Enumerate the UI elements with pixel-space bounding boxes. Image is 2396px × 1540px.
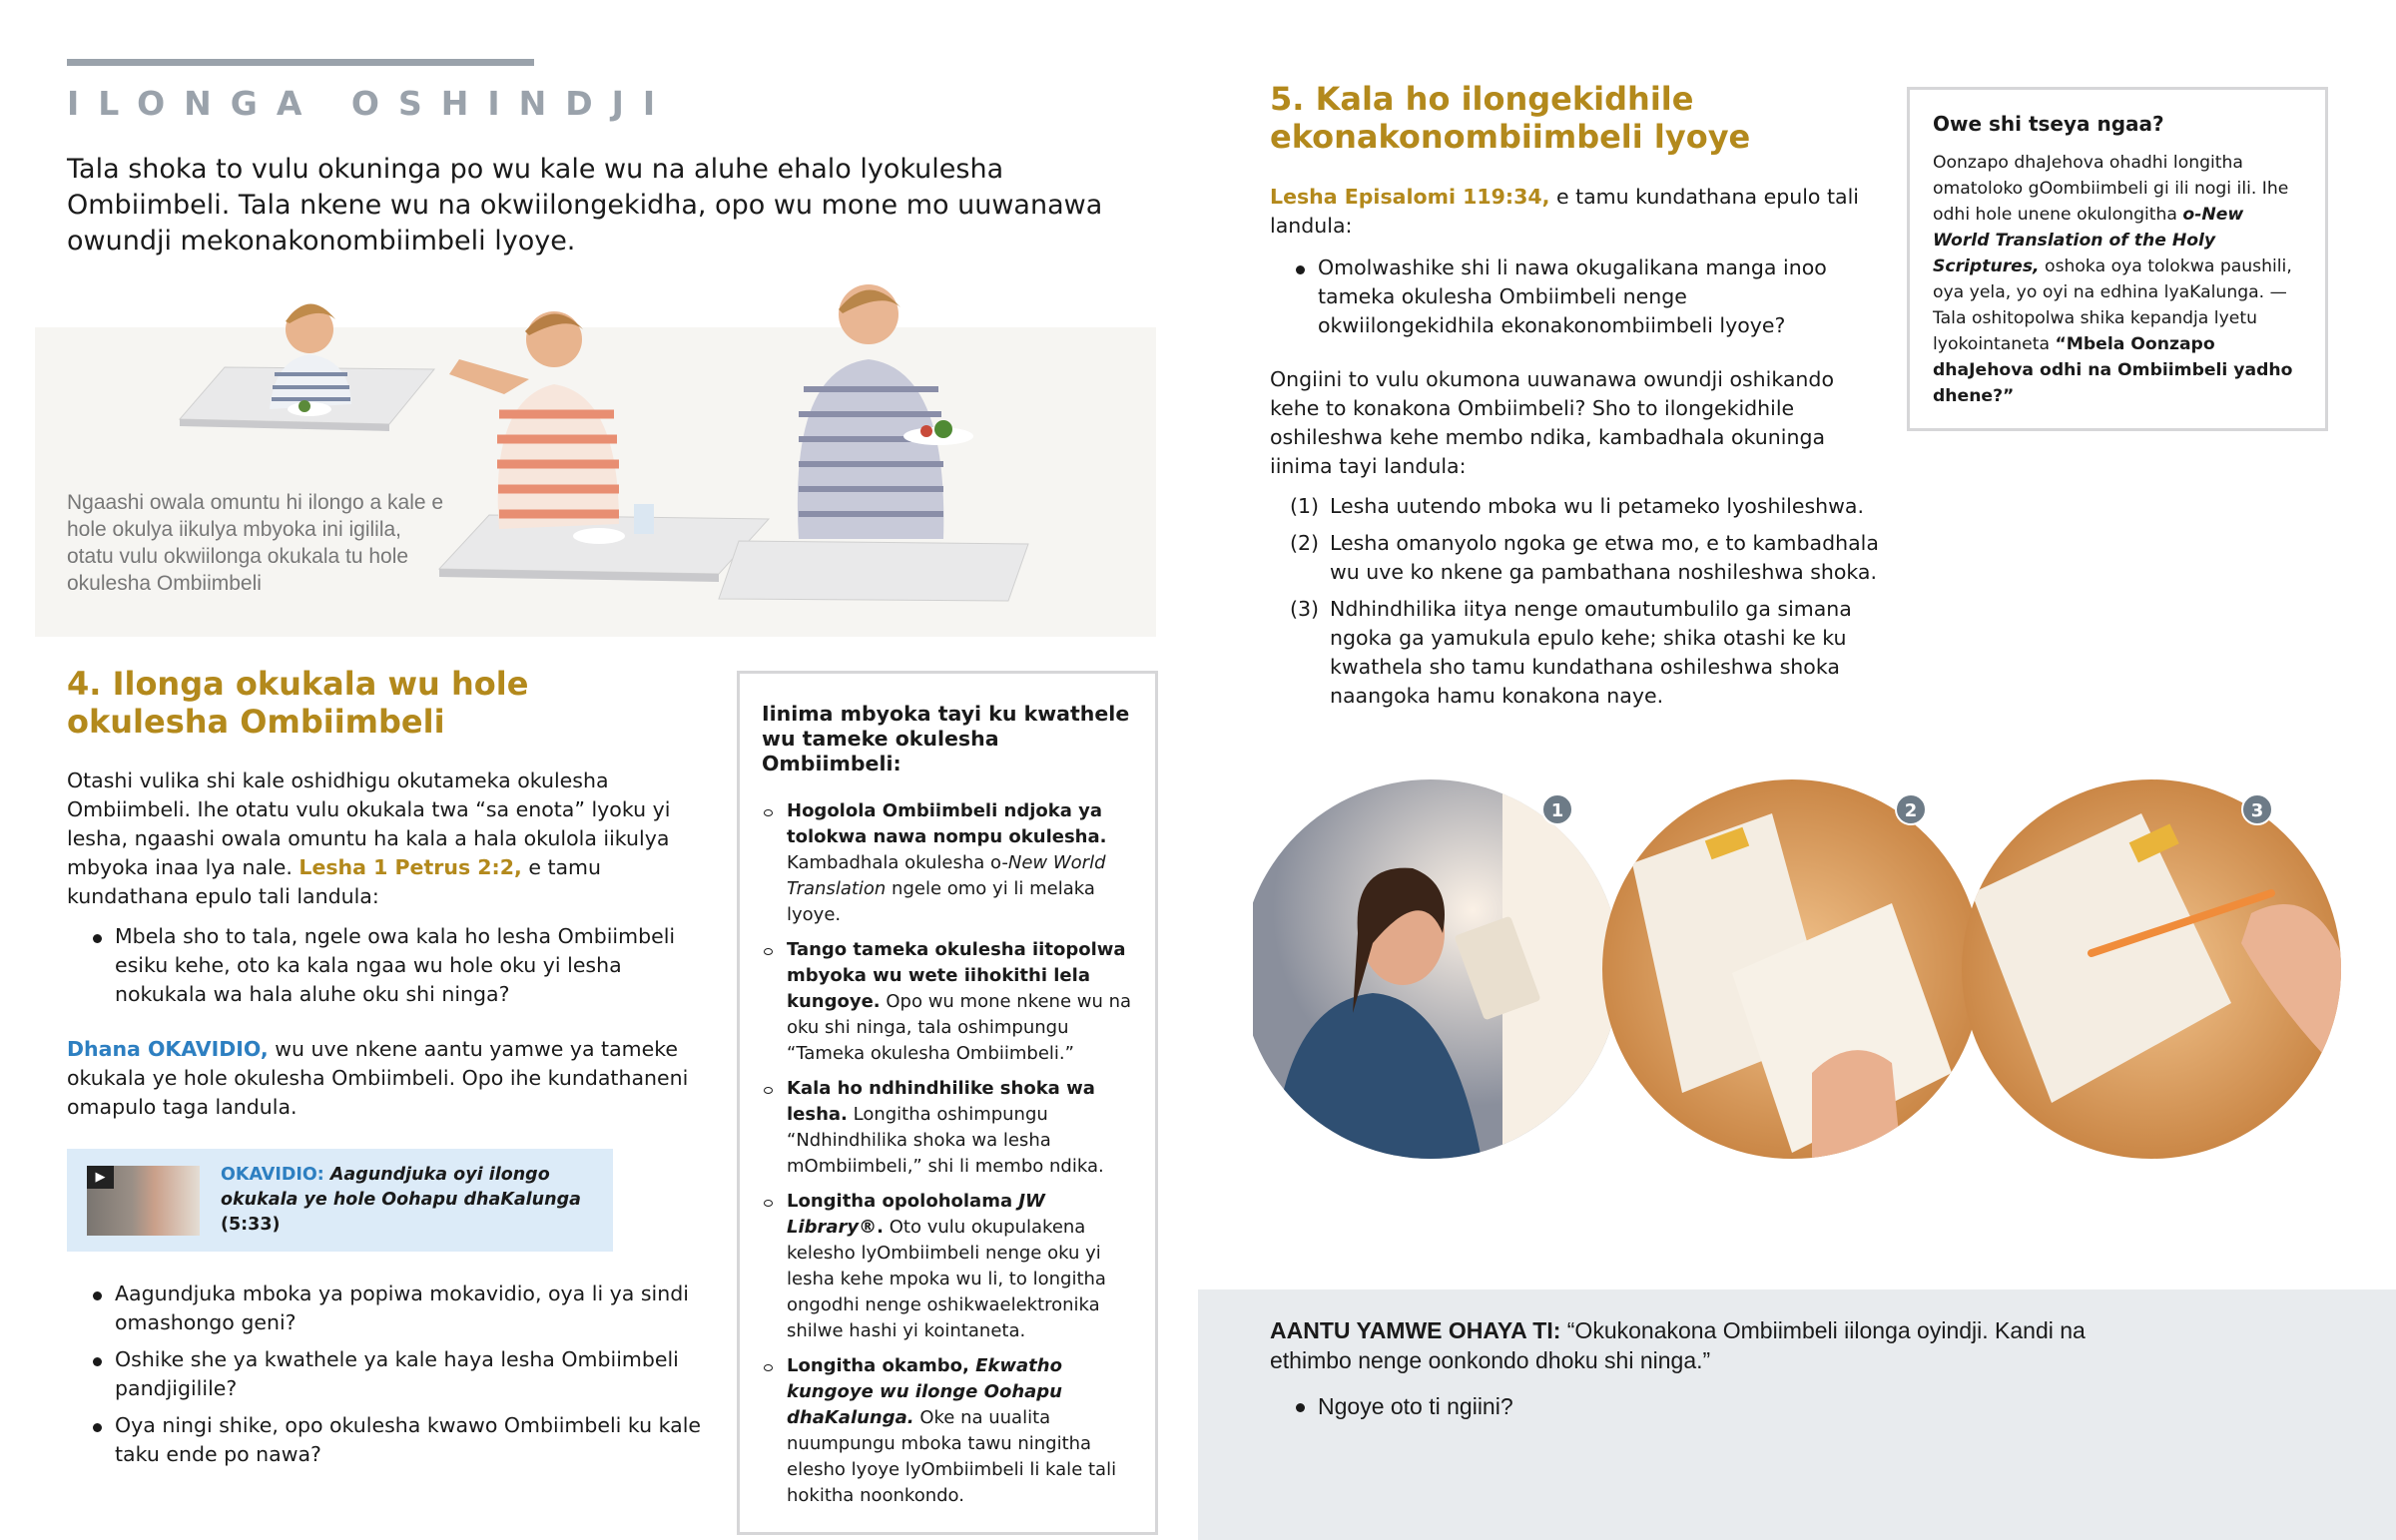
video-label: OKAVIDIO: (221, 1165, 324, 1185)
section-5-paragraph (1270, 183, 1869, 241)
step-badge: 1 (1541, 793, 1573, 825)
step-badge: 2 (1895, 793, 1927, 825)
discussion-question: Mbela sho to tala, ngele owa kala ho lesha Ombiimbeli esiku kehe, oto ka kala ngaa wu hole oku yi lesha nokukala wa hala aluhe oku shi ninga? (67, 922, 696, 1009)
tip-item (762, 1353, 1135, 1509)
sidebar-text (1933, 150, 2305, 409)
step-text: Lesha omanyolo ngoka ge etwa mo, e to kambadhala wu uve ko nkene ga pambathana noshileshwa shoka. (1330, 531, 1879, 584)
sidebar-article-link[interactable]: “Mbela Oonzapo dhaJehova odhi na Ombiimbeli yadho dhene?” (1933, 334, 2293, 406)
section-4-heading: 4. Ilonga okukala wu hole okulesha Ombiimbeli (67, 665, 529, 741)
play-icon[interactable]: ▶ (87, 1166, 114, 1189)
tip-bold: . (877, 1217, 885, 1238)
some-say-quote (1270, 1315, 2168, 1375)
tip-text: Oke na uualita nuumpungu mboka tawu ningitha elesho lyoye lyOmbiimbeli li kale tali hokitha noonkondo. (787, 1407, 1117, 1506)
step-badge: 3 (2241, 793, 2273, 825)
step-number: (2) (1290, 531, 1320, 555)
paragraph-text: Otashi vulika shi kale oshidhigu okutameka okulesha Ombiimbeli. Ihe otatu vulu okukala twa “sa enota” lyoku yi lesha, ngaashi owala omuntu ha kala a hala okulola iikulya mbyoka inaa lya nale. (67, 769, 671, 879)
tip-text: Oto vulu okupulakena kelesho lyOmbiimbeli nenge oku yi lesha kehe mpoka wu li, to longitha ongodhi nenge oshikwaelektronika shilwe hashi yi kointaneta. (787, 1217, 1106, 1341)
paragraph-text: wu uve nkene aantu yamwe ya tameke okukala ye hole okulesha Ombiimbeli. Opo ihe kundathaneni omapulo taga landula. (67, 1037, 689, 1119)
tip-item (762, 1189, 1135, 1344)
section-kicker: ILONGA OSHINDJI (67, 84, 675, 123)
intro-paragraph: Tala shoka to vulu okuninga po wu kale wu na aluhe ehalo lyokulesha Ombiimbeli. Tala nkene wu na okwiilongekidha, opo wu mone mo uuwanawa owundji mekonakonombiimbeli lyoye. (67, 154, 1103, 257)
paragraph-text: e tamu kundathana epulo tali landula: (1270, 185, 1859, 238)
question-item: Oshike she ya kwathele ya kale haya lesha Ombiimbeli pandjigilile? (67, 1345, 706, 1403)
tips-box (737, 671, 1158, 1535)
video-link[interactable]: Dhana OKAVIDIO, (67, 1037, 269, 1061)
tip-text: ngele omo yi li melaka lyoye. (787, 878, 1095, 925)
illustration-caption: Ngaashi owala omuntu hi ilongo a kale e hole okulya iikulya mbyoka ini igilila, otatu vulu okwiilonga okukala tu hole okulesha Ombiimbeli (67, 491, 444, 595)
study-steps-illustrations (1253, 773, 2351, 1165)
video-card[interactable] (67, 1149, 613, 1252)
tip-bold: Hogolola Ombiimbeli ndjoka ya tolokwa nawa nompu okulesha. (787, 800, 1107, 847)
tip-bold-italic: JW Library® (787, 1191, 1045, 1238)
step-number: (1) (1290, 494, 1320, 518)
boy-2 (449, 311, 654, 544)
tip-bold: Longitha okambo, (787, 1355, 976, 1376)
step-text: Lesha uutendo mboka wu li petameko lyoshileshwa. (1330, 494, 1864, 518)
boy-3 (798, 284, 973, 539)
some-say-label: AANTU YAMWE OHAYA TI: (1270, 1317, 1561, 1343)
video-duration: (5:33) (221, 1215, 281, 1235)
video-thumbnail[interactable] (87, 1166, 200, 1236)
scripture-link[interactable]: Lesha Episalomi 119:34, (1270, 185, 1550, 209)
tip-bold-italic: Ekwatho kungoye wu ilonge Oohapu dhaKalunga. (787, 1355, 1062, 1428)
discussion-question: Ngoye oto ti ngiini? (1270, 1391, 1869, 1421)
note-taking-image (1952, 773, 2351, 1165)
paragraph-text: e tamu kundathana epulo tali landula: (67, 855, 602, 908)
tip-text: Opo wu mone nkene wu na oku shi ninga, tala oshimpungu “Tameka okulesha Ombiimbeli.” (787, 991, 1132, 1064)
bible-reading-image (1592, 773, 1992, 1165)
section-5-paragraph-2: Ongiini to vulu okumona uuwanawa owundji oshikando kehe to konakona Ombiimbeli? Sho to ilongekidhile oshileshwa kehe membo ndika, kambadhala okuninga iinima tayi landula: (1270, 367, 1834, 478)
tip-italic: New World Translation (787, 852, 1106, 899)
tip-text: Kambadhala okulesha o- (787, 852, 1008, 873)
video-paragraph (67, 1035, 696, 1122)
section-rule (67, 59, 534, 66)
quote-text: “Okukonakona Ombiimbeli iilonga oyindji. Kandi na ethimbo nenge oonkondo dhoku shi ninga.” (1270, 1317, 2086, 1373)
video-info (221, 1163, 613, 1238)
sidebar-bible-title: o-New World Translation of the Holy Scriptures, (1933, 205, 2244, 276)
tip-item (762, 937, 1135, 1067)
sidebar-title: Owe shi tseya ngaa? (1933, 112, 2164, 136)
video-title[interactable]: Aagundjuka oyi ilongo okukala ye hole Oohapu dhaKalunga (221, 1165, 581, 1210)
step-item (1290, 595, 1909, 711)
sidebar-text-part: Oonzapo dhaJehova ohadhi longitha omatoloko gOombiimbeli gi ili nogi ili. Ihe odhi hole unene okulongitha (1933, 153, 2289, 225)
boy-1 (270, 303, 351, 416)
did-you-know-box (1907, 87, 2328, 431)
section-5-heading: 5. Kala ho ilongekidhile ekonakonombiimbeli lyoye (1270, 80, 1751, 156)
step-item (1290, 492, 1909, 521)
question-item: Aagundjuka mboka ya popiwa mokavidio, oya li ya sindi omashongo geni? (67, 1280, 706, 1337)
tip-item (762, 798, 1135, 928)
video-questions (67, 1280, 706, 1477)
discussion-question: Omolwashike shi li nawa okugalikana manga inoo tameka okulesha Ombiimbeli nenge okwiilongekidhila ekonakonombiimbeli lyoye? (1270, 254, 1869, 340)
tip-bold: Tango tameka okulesha iitopolwa mbyoka wu wete iihokithi lela kungoye. (787, 939, 1126, 1012)
tip-bold: Longitha opoloholama (787, 1191, 1019, 1212)
step-item (1290, 529, 1909, 587)
step-text: Ndhindhilika iitya nenge omautumbulilo ga simana ngoka ga yamukula epulo kehe; shika otashi ke ku kwathela sho tamu kundathana oshileshwa shoka naangoka hamu konakona naye. (1330, 597, 1852, 708)
girl-reading-image (1253, 773, 1632, 1165)
sidebar-text-part: oshoka oya tolokwa paushili, oya yela, yo oyi na edhina lyaKalunga. — Tala oshitopolwa shika kepandja lyetu lyokointaneta (1933, 257, 2292, 354)
scripture-link[interactable]: Lesha 1 Petrus 2:2, (299, 855, 522, 879)
tip-text: Longitha oshimpungu “Ndhindhilika shoka wa lesha mOmbiimbeli,” shi li membo ndika. (787, 1104, 1104, 1177)
tip-item (762, 1076, 1135, 1180)
tip-bold: Kala ho ndhindhilike shoka wa lesha. (787, 1078, 1095, 1125)
tips-title: Iinima mbyoka tayi ku kwathele wu tameke okulesha Ombiimbeli: (762, 702, 1130, 775)
step-number: (3) (1290, 597, 1320, 621)
section-4-paragraph (67, 767, 696, 911)
study-steps (1290, 492, 1909, 719)
question-item: Oya ningi shike, opo okulesha kwawo Ombiimbeli ku kale taku ende po nawa? (67, 1411, 706, 1469)
